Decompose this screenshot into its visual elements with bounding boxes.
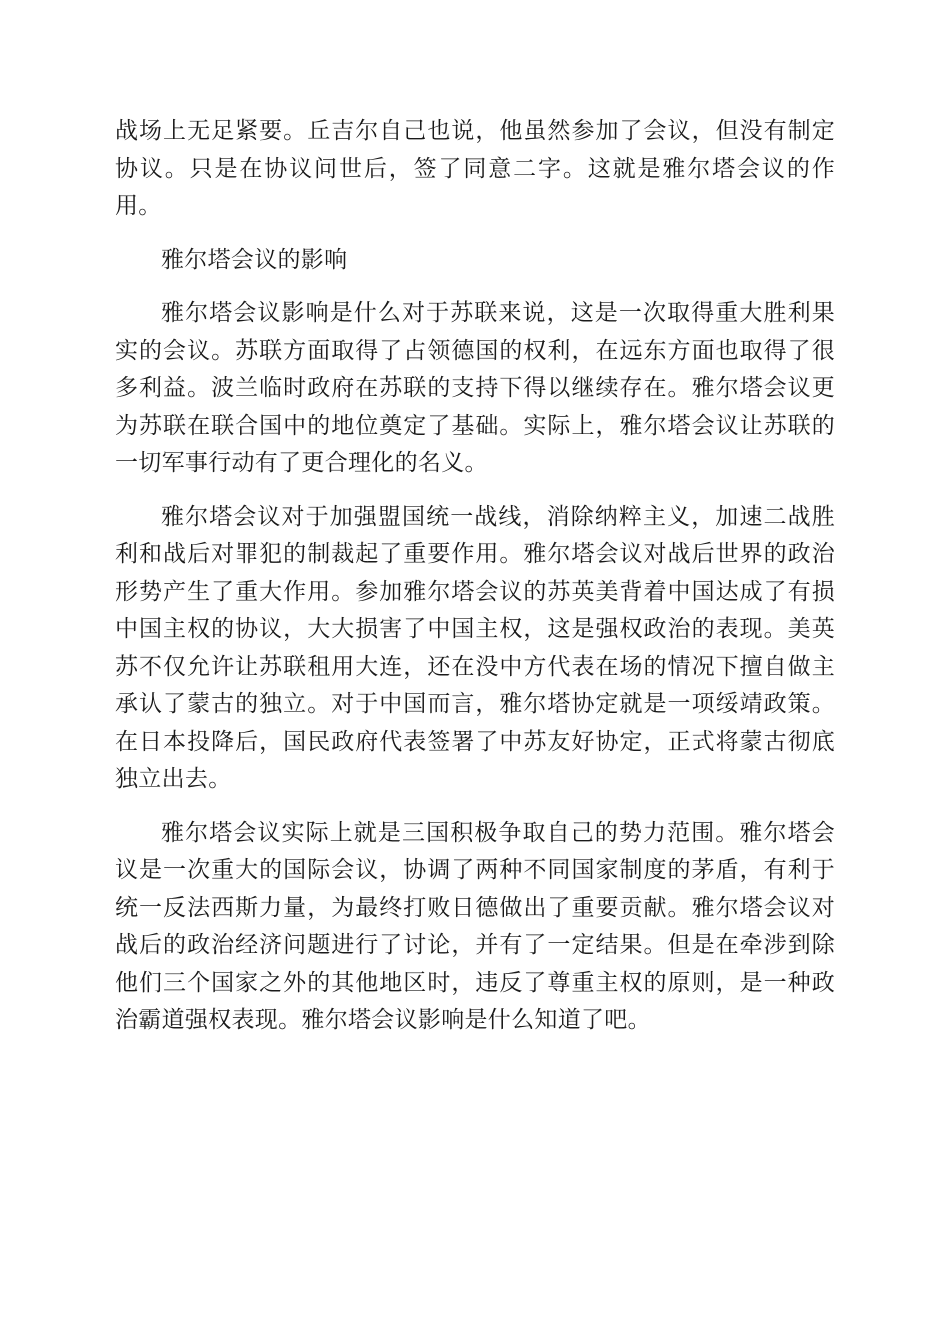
document-body	[115, 113, 835, 1056]
continuation-paragraph: 战场上无足紧要。丘吉尔自己也说，他虽然参加了会议，但没有制定协议。只是在协议问世后，签了同意二字。这就是雅尔塔会议的作用。	[115, 118, 835, 219]
paragraph-soviet-gains: 雅尔塔会议影响是什么对于苏联来说，这是一次取得重大胜利果实的会议。苏联方面取得了占领德国的权利，在远东方面也取得了很多利益。波兰临时政府在苏联的支持下得以继续存在。雅尔塔会议更为苏联在联合国中的地位奠定了基础。实际上，雅尔塔会议让苏联的一切军事行动有了更合理化的名义。	[115, 300, 835, 476]
paragraph-conclusion: 雅尔塔会议实际上就是三国积极争取自己的势力范围。雅尔塔会议是一次重大的国际会议，协调了两种不同国家制度的茅盾，有利于统一反法西斯力量，为最终打败日德做出了重要贡献。雅尔塔会议对战后的政治经济问题进行了讨论，并有了一定结果。但是在牵涉到除他们三个国家之外的其他地区时，违反了尊重主权的原则，是一种政治霸道强权表现。雅尔塔会议影响是什么知道了吧。	[115, 819, 835, 1033]
paragraph-china-sovereignty: 雅尔塔会议对于加强盟国统一战线，消除纳粹主义，加速二战胜利和战后对罪犯的制裁起了重要作用。雅尔塔会议对战后世界的政治形势产生了重大作用。参加雅尔塔会议的苏英美背着中国达成了有损中国主权的协议，大大损害了中国主权，这是强权政治的表现。美英苏不仅允许让苏联租用大连，还在没中方代表在场的情况下擅自做主承认了蒙古的独立。对于中国而言，雅尔塔协定就是一项绥靖政策。在日本投降后，国民政府代表签署了中苏友好协定，正式将蒙古彻底独立出去。	[115, 503, 835, 792]
section-heading: 雅尔塔会议的影响	[161, 246, 348, 273]
